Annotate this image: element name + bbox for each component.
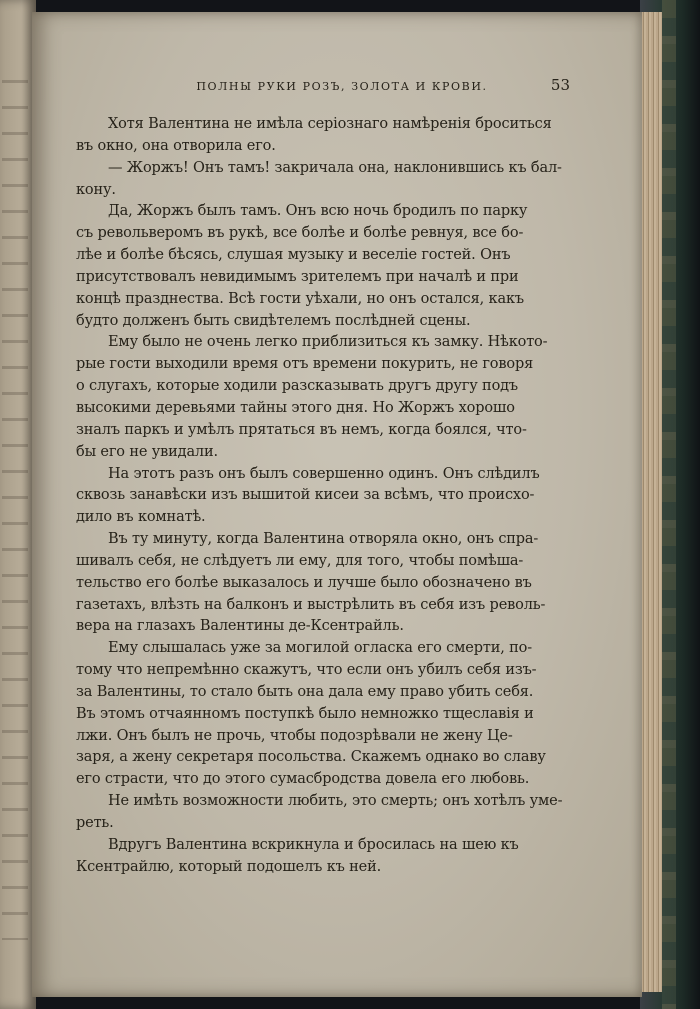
text-line: Ему было не очень легко приблизиться къ замку. Нѣкото-	[108, 334, 548, 351]
text-line: съ револьверомъ въ рукѣ, все болѣе и болѣе ревнуя, все бо-	[76, 225, 524, 242]
text-line: рые гости выходили время отъ времени покурить, не говоря	[76, 356, 534, 373]
text-line: будто долженъ быть свидѣтелемъ послѣдней сцены.	[76, 312, 471, 329]
text-line: тельство его болѣе выказалось и лучше было обозначено въ	[76, 574, 532, 591]
text-line: Ему слышалась уже за могилой огласка его смерти, по-	[108, 640, 532, 657]
text-line: реть.	[76, 815, 114, 831]
cover-edge-strip	[662, 0, 676, 1009]
text-line: зналъ паркъ и умѣлъ прятаться въ немъ, когда боялся, что-	[76, 421, 527, 438]
text-line: Въ этомъ отчаянномъ поступкѣ было немножко тщеславія и	[76, 705, 534, 722]
text-line: кону.	[76, 181, 116, 198]
text-line: о слугахъ, которые ходили разсказывать другъ другу подъ	[76, 378, 519, 395]
page-body-text	[76, 114, 576, 879]
text-line: его страсти, что до этого сумасбродства довела его любовь.	[76, 771, 530, 788]
text-line: вера на глазахъ Валентины де-Ксентрайль.	[76, 618, 404, 635]
text-line: лѣе и болѣе бѣсясь, слушая музыку и веселіе гостей. Онъ	[76, 247, 511, 264]
text-line: за Валентины, то стало быть она дала ему право убить себя.	[76, 683, 534, 700]
text-line: Вдругъ Валентина вскрикнула и бросилась на шею къ	[108, 836, 519, 853]
text-line: высокими деревьями тайны этого дня. Но Жоржъ хорошо	[76, 399, 515, 416]
text-line: — Жоржъ! Онъ тамъ! закричала она, наклонившись къ бал-	[108, 159, 562, 176]
text-line: газетахъ, влѣзть на балконъ и выстрѣлить въ себя изъ револь-	[76, 596, 546, 613]
text-line: лжи. Онъ былъ не прочь, чтобы подозрѣвали не жену Це-	[76, 727, 513, 744]
text-line: концѣ празднества. Всѣ гости уѣхали, но онъ остался, какъ	[76, 290, 524, 307]
text-line: дило въ комнатѣ.	[76, 509, 206, 526]
text-line: заря, а жену секретаря посольства. Скажемъ однако во славу	[76, 749, 546, 766]
facing-page-ghost-text	[2, 80, 28, 940]
text-line: Въ ту минуту, когда Валентина отворяла окно, онъ спра-	[108, 531, 539, 548]
text-line: Да, Жоржъ былъ тамъ. Онъ всю ночь бродилъ по парку	[108, 203, 528, 220]
text-line: шивалъ себя, не слѣдуетъ ли ему, для того, чтобы помѣша-	[76, 552, 524, 569]
page-number: 53	[550, 76, 570, 94]
book-page	[32, 12, 642, 997]
running-title: ПОЛНЫ РУКИ РОЗЪ, ЗОЛОТА И КРОВИ.	[196, 80, 488, 93]
text-line: сквозь занавѣски изъ вышитой кисеи за всѣмъ, что происхо-	[76, 487, 535, 504]
text-line: бы его не увидали.	[76, 443, 218, 460]
text-line: Ксентрайлю, который подошелъ къ ней.	[76, 858, 382, 875]
text-line: На этотъ разъ онъ былъ совершенно одинъ. Онъ слѣдилъ	[108, 465, 540, 482]
text-line: тому что непремѣнно скажутъ, что если онъ убилъ себя изъ-	[76, 662, 537, 679]
facing-page-edge	[0, 0, 36, 1009]
text-line: въ окно, она отворила его.	[76, 137, 276, 154]
text-line: Не имѣть возможности любить, это смерть; онъ хотѣлъ уме-	[108, 793, 563, 810]
text-line: Хотя Валентина не имѣла серіознаго намѣренія броситься	[108, 116, 552, 132]
text-line: присутствовалъ невидимымъ зрителемъ при началѣ и при	[76, 268, 519, 285]
